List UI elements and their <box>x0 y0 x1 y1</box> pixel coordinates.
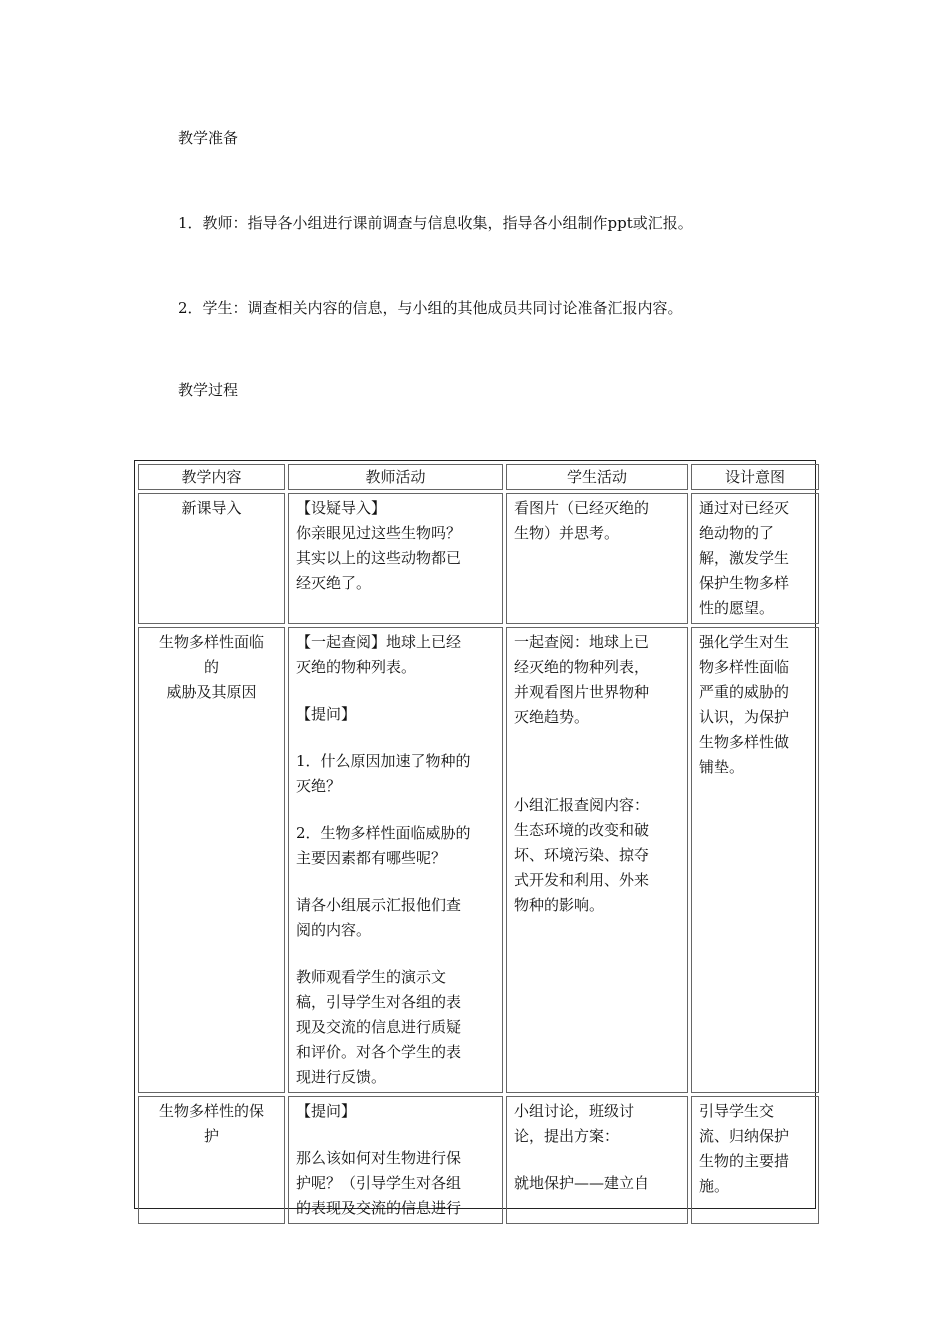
row1-content: 新课导入 <box>138 493 285 624</box>
row1-teacher: 【设疑导入】 你亲眼见过这些生物吗？ 其实以上的这些动物都已 经灭绝了。 <box>288 493 503 624</box>
table-header-row <box>138 464 819 490</box>
table-row <box>138 493 819 624</box>
row2-intent: 强化学生对生 物多样性面临 严重的威胁的 认识，为保护 生物多样性做 铺垫。 <box>691 627 819 1093</box>
row3-student: 小组讨论，班级讨 论，提出方案： 就地保护——建立自 <box>506 1096 688 1224</box>
preparation-item-teacher: 1．教师：指导各小组进行课前调查与信息收集，指导各小组制作ppt或汇报。 <box>178 214 693 232</box>
teaching-process-table <box>134 460 816 1217</box>
header-student-activity: 学生活动 <box>506 464 688 490</box>
process-title: 教学过程 <box>178 381 239 399</box>
row2-content: 生物多样性面临 的 威胁及其原因 <box>138 627 285 1093</box>
table-row <box>138 1096 819 1224</box>
header-teacher-activity: 教师活动 <box>288 464 503 490</box>
row2-teacher: 【一起查阅】地球上已经 灭绝的物种列表。 【提问】 1．什么原因加速了物种的 灭绝？ 2．生物多样性面临威胁的 主要因素都有哪些呢？ 请各小组展示汇报他们查 阅的内容。 教师观看学生的演示文 稿，引导学生对各组的表 现及交流的信息进行质疑 和评价。对各个学生的表 现进行反馈。 <box>288 627 503 1093</box>
header-design-intent: 设计意图 <box>691 464 819 490</box>
row3-content: 生物多样性的保 护 <box>138 1096 285 1224</box>
table-row <box>138 627 819 1093</box>
row1-student: 看图片（已经灭绝的 生物）并思考。 <box>506 493 688 624</box>
row3-intent: 引导学生交 流、归纳保护 生物的主要措 施。 <box>691 1096 819 1224</box>
row2-student: 一起查阅：地球上已 经灭绝的物种列表， 并观看图片世界物种 灭绝趋势。 小组汇报查阅内容： 生态环境的改变和破 坏、环境污染、掠夺 式开发和利用、外来 物种的影响。 <box>506 627 688 1093</box>
header-content: 教学内容 <box>138 464 285 490</box>
row3-teacher: 【提问】 那么该如何对生物进行保 护呢？（引导学生对各组 的表现及交流的信息进行 <box>288 1096 503 1224</box>
preparation-item-student: 2．学生：调查相关内容的信息，与小组的其他成员共同讨论准备汇报内容。 <box>178 299 683 317</box>
preparation-title: 教学准备 <box>178 129 239 147</box>
row1-intent: 通过对已经灭 绝动物的了 解，激发学生 保护生物多样 性的愿望。 <box>691 493 819 624</box>
